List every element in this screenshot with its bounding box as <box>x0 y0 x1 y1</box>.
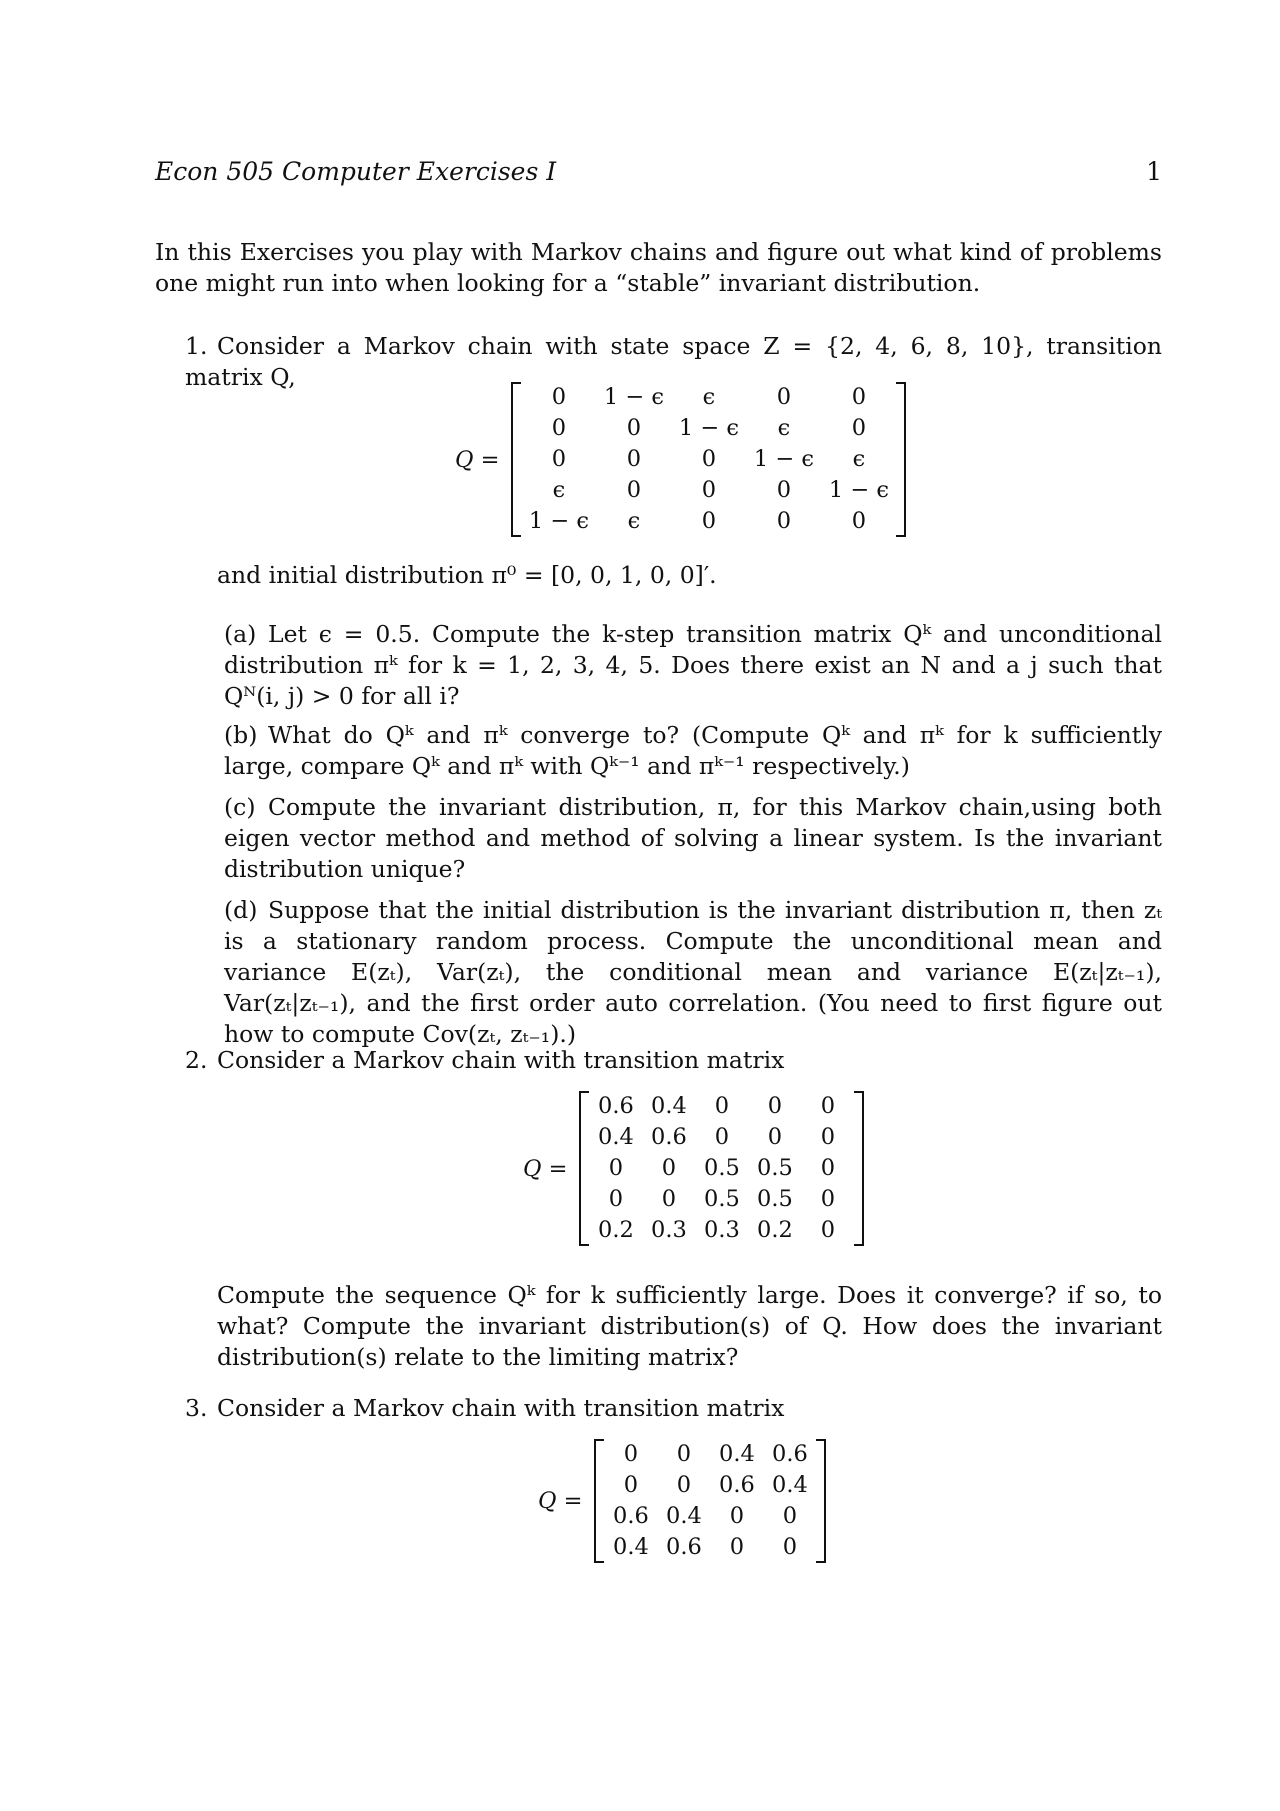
matrix-cell: 0.6 <box>651 1124 687 1150</box>
matrix-cell: ϵ <box>627 508 641 534</box>
matrix-cell: 1 − ϵ <box>603 384 664 410</box>
matrix-cell: 0 <box>820 1093 836 1119</box>
matrix-row <box>604 1470 816 1501</box>
part-text: Compute the invariant distribution, π, for this Markov chain,using both eigen vector method and method of solving a linear system. Is the invariant distribution unique? <box>224 793 1162 883</box>
matrix-label: Q = <box>455 446 500 473</box>
matrix-cell: 0 <box>661 1155 677 1181</box>
matrix-table <box>521 382 896 537</box>
matrix-row <box>589 1215 854 1246</box>
matrix-cell: 0 <box>701 508 717 534</box>
header-title: Econ 505 Computer Exercises I <box>155 157 557 186</box>
question-3-number: 3. <box>185 1394 208 1422</box>
matrix-cell: 0 <box>676 1441 692 1467</box>
matrix-cell: ϵ <box>552 477 566 503</box>
matrix-row <box>521 506 896 537</box>
matrix-cell: 0.6 <box>719 1472 755 1498</box>
question-2-text: Consider a Markov chain with transition matrix <box>217 1046 785 1074</box>
question-1-part-b <box>224 720 1162 782</box>
matrix-cell: 0 <box>820 1217 836 1243</box>
matrix-row <box>521 444 896 475</box>
part-text: Let ϵ = 0.5. Compute the k-step transition matrix Qᵏ and unconditional distribution πᵏ for k = 1, 2, 3, 4, 5. Does there exist an N and a j such that Qᴺ(i, j) > 0 for all i? <box>224 620 1162 710</box>
matrix-cell: 0.6 <box>613 1503 649 1529</box>
matrix-row <box>589 1153 854 1184</box>
matrix-cell: 0 <box>623 1441 639 1467</box>
question-1-number: 1. <box>185 332 208 360</box>
question-2-matrix <box>523 1091 864 1246</box>
question-2-followup: Compute the sequence Qᵏ for k sufficiently large. Does it converge? if so, to what? Compute the invariant distribution(s) of Q. How does the invariant distribution(s) relate to the limiting matrix? <box>217 1281 1162 1371</box>
matrix-table <box>589 1091 854 1246</box>
matrix-cell: 0 <box>626 446 642 472</box>
matrix-row <box>521 475 896 506</box>
matrix-row <box>604 1501 816 1532</box>
matrix-cell: 0.3 <box>651 1217 687 1243</box>
matrix-cell: 0.6 <box>598 1093 634 1119</box>
matrix-row <box>589 1184 854 1215</box>
question-1-text: Consider a Markov chain with state space Z = {2, 4, 6, 8, 10}, transition matrix Q, <box>185 332 1162 391</box>
page-header <box>155 155 1162 189</box>
matrix-cell: 0 <box>782 1503 798 1529</box>
matrix-cell: 0.2 <box>757 1217 793 1243</box>
question-3-text: Consider a Markov chain with transition matrix <box>217 1394 785 1422</box>
part-label: (a) <box>224 620 257 648</box>
question-1-part-d <box>224 895 1162 1050</box>
matrix-cell: 0 <box>714 1093 730 1119</box>
matrix-label: Q = <box>538 1488 583 1514</box>
matrix-cell: 0.4 <box>719 1441 755 1467</box>
matrix-cell: 0 <box>626 477 642 503</box>
question-1-part-c <box>224 792 1162 885</box>
matrix-cell: 0 <box>551 384 567 410</box>
matrix-cell: 0 <box>820 1155 836 1181</box>
matrix-cell: 0 <box>729 1534 745 1560</box>
matrix-cell: 0 <box>626 415 642 441</box>
question-2-number: 2. <box>185 1046 208 1074</box>
matrix-cell: 0.3 <box>704 1217 740 1243</box>
matrix-cell: 0.4 <box>666 1503 702 1529</box>
matrix-cell: 0.5 <box>757 1155 793 1181</box>
question-1-initial-distribution: and initial distribution π⁰ = [0, 0, 1, 0, 0]′. <box>217 561 717 589</box>
matrix-table <box>604 1439 816 1563</box>
matrix-row <box>589 1091 854 1122</box>
matrix-cell: 0 <box>820 1124 836 1150</box>
matrix-cell: 0 <box>776 477 792 503</box>
matrix-cell: 0 <box>851 415 867 441</box>
matrix-cell: 0 <box>608 1186 624 1212</box>
part-label: (c) <box>224 793 256 821</box>
matrix-cell: 0 <box>551 415 567 441</box>
matrix-cell: ϵ <box>702 384 716 410</box>
matrix-cell: 0 <box>701 477 717 503</box>
matrix-row <box>521 413 896 444</box>
question-2 <box>185 1045 1162 1076</box>
matrix-cell: 0 <box>782 1534 798 1560</box>
matrix-cell: 1 − ϵ <box>828 477 889 503</box>
matrix-cell: 0 <box>820 1186 836 1212</box>
matrix-cell: 0.5 <box>757 1186 793 1212</box>
matrix-row <box>521 382 896 413</box>
matrix-cell: 0 <box>701 446 717 472</box>
matrix-cell: 1 − ϵ <box>753 446 814 472</box>
matrix-cell: 0 <box>767 1093 783 1119</box>
matrix-cell: 0 <box>776 384 792 410</box>
matrix-cell: ϵ <box>852 446 866 472</box>
part-label: (b) <box>224 721 258 749</box>
part-label: (d) <box>224 896 258 924</box>
matrix-cell: 0 <box>851 508 867 534</box>
matrix-cell: 0.5 <box>704 1186 740 1212</box>
question-1-part-a <box>224 619 1162 712</box>
matrix-cell: 0.4 <box>651 1093 687 1119</box>
matrix-row <box>604 1439 816 1470</box>
matrix-cell: 0 <box>676 1472 692 1498</box>
matrix-cell: 0 <box>623 1472 639 1498</box>
matrix-cell: 1 − ϵ <box>528 508 589 534</box>
matrix-cell: 0 <box>851 384 867 410</box>
matrix-row <box>604 1532 816 1563</box>
question-3-matrix <box>538 1439 826 1563</box>
matrix-cell: 0 <box>551 446 567 472</box>
intro-paragraph: In this Exercises you play with Markov chains and figure out what kind of problems one might run into when looking for a “stable” invariant distribution. <box>155 238 1162 297</box>
matrix-row <box>589 1122 854 1153</box>
matrix-label: Q = <box>523 1155 568 1182</box>
matrix-cell: 0 <box>729 1503 745 1529</box>
matrix-cell: 0.4 <box>613 1534 649 1560</box>
question-3 <box>185 1393 1162 1424</box>
matrix-cell: 0.6 <box>772 1441 808 1467</box>
matrix-cell: 0.4 <box>598 1124 634 1150</box>
matrix-cell: 0 <box>714 1124 730 1150</box>
matrix-cell: 0 <box>776 508 792 534</box>
matrix-cell: 0 <box>661 1186 677 1212</box>
matrix-cell: 0 <box>608 1155 624 1181</box>
matrix-cell: 0.6 <box>666 1534 702 1560</box>
matrix-cell: 0 <box>767 1124 783 1150</box>
matrix-cell: 0.5 <box>704 1155 740 1181</box>
page-number: 1 <box>1146 157 1162 186</box>
matrix-cell: 0.4 <box>772 1472 808 1498</box>
matrix-cell: 0.2 <box>598 1217 634 1243</box>
matrix-cell: 1 − ϵ <box>678 415 739 441</box>
matrix-cell: ϵ <box>777 415 791 441</box>
part-text: What do Qᵏ and πᵏ converge to? (Compute Qᵏ and πᵏ for k sufficiently large, compare Qᵏ and πᵏ with Qᵏ⁻¹ and πᵏ⁻¹ respectively.) <box>224 721 1162 780</box>
question-1-matrix <box>455 382 906 537</box>
part-text: Suppose that the initial distribution is the invariant distribution π, then zₜ is a stationary random process. Compute the unconditional mean and variance E(zₜ), Var(zₜ), the conditional mean and variance E(zₜ|zₜ₋₁), Var(zₜ|zₜ₋₁), and the first order auto correlation. (You need to first figure out how to compute Cov(zₜ, zₜ₋₁).) <box>224 896 1162 1048</box>
